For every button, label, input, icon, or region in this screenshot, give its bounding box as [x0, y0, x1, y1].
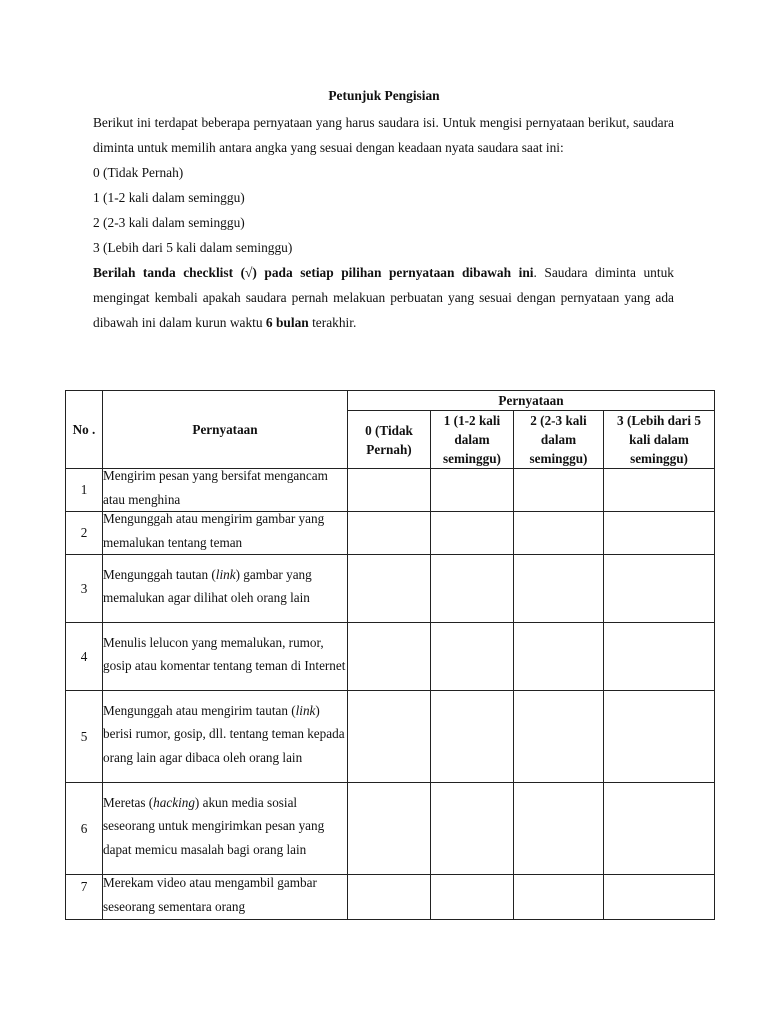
row-number: 2 — [66, 512, 103, 555]
answer-cell-0[interactable] — [348, 469, 431, 512]
answer-cell-2[interactable] — [514, 875, 604, 920]
row-statement: Meretas (hacking) akun media sosial seseorang untuk mengirimkan pesan yang dapat memicu masalah bagi orang lain — [103, 783, 348, 875]
row-statement: Menulis lelucon yang memalukan, rumor, gosip atau komentar tentang teman di Internet — [103, 623, 348, 691]
answer-cell-1[interactable] — [431, 623, 514, 691]
answer-cell-1[interactable] — [431, 691, 514, 783]
row-number: 4 — [66, 623, 103, 691]
answer-cell-1[interactable] — [431, 783, 514, 875]
answer-cell-3[interactable] — [604, 783, 715, 875]
row-statement: Mengunggah tautan (link) gambar yang memalukan agar dilihat oleh orang lain — [103, 555, 348, 623]
answer-cell-2[interactable] — [514, 783, 604, 875]
table-row — [66, 783, 715, 875]
row-statement: Merekam video atau mengambil gambar seseorang sementara orang — [103, 875, 348, 920]
table-row — [66, 875, 715, 920]
answer-cell-2[interactable] — [514, 555, 604, 623]
row-statement: Mengunggah atau mengirim gambar yang memalukan tentang teman — [103, 512, 348, 555]
answer-cell-0[interactable] — [348, 691, 431, 783]
answer-cell-2[interactable] — [514, 469, 604, 512]
answer-cell-2[interactable] — [514, 512, 604, 555]
option-0: 0 (Tidak Pernah) — [93, 165, 184, 180]
option-3: 3 (Lebih dari 5 kali dalam seminggu) — [93, 240, 293, 255]
instruction-paragraph — [93, 260, 674, 335]
page-title: Petunjuk Pengisian — [328, 88, 440, 103]
instruction-bold: Berilah tanda checklist (√) pada setiap pilihan pernyataan dibawah ini — [93, 265, 534, 280]
header-statement: Pernyataan — [103, 391, 348, 469]
answer-cell-1[interactable] — [431, 512, 514, 555]
instructions — [93, 110, 674, 335]
table-row — [66, 623, 715, 691]
answer-cell-0[interactable] — [348, 512, 431, 555]
table-row — [66, 469, 715, 512]
instruction-end: terakhir. — [308, 315, 357, 330]
header-answer-1: 1 (1-2 kali dalam seminggu) — [431, 411, 514, 469]
header-answer-3: 3 (Lebih dari 5 kali dalam seminggu) — [604, 411, 715, 469]
header-answer-0: 0 (Tidak Pernah) — [348, 411, 431, 469]
answer-cell-2[interactable] — [514, 691, 604, 783]
answer-cell-3[interactable] — [604, 691, 715, 783]
answer-cell-3[interactable] — [604, 469, 715, 512]
answer-cell-1[interactable] — [431, 555, 514, 623]
answer-cell-0[interactable] — [348, 555, 431, 623]
row-number: 5 — [66, 691, 103, 783]
row-number: 7 — [66, 875, 103, 920]
intro-paragraph: Berikut ini terdapat beberapa pernyataan yang harus saudara isi. Untuk mengisi pernyataan berikut, saudara diminta untuk memilih antara angka yang sesuai dengan keadaan nyata saudara saat ini: — [93, 115, 674, 155]
row-statement: Mengirim pesan yang bersifat mengancam atau menghina — [103, 469, 348, 512]
answer-cell-2[interactable] — [514, 623, 604, 691]
table-row — [66, 691, 715, 783]
answer-cell-1[interactable] — [431, 469, 514, 512]
row-number: 6 — [66, 783, 103, 875]
instruction-text: . Saudara diminta untuk mengingat kembali apakah saudara pernah melakuan perbuatan yang sesuai dengan pernyataan yang ada dibawah ini dalam kurun waktu — [93, 265, 674, 330]
option-2: 2 (2-3 kali dalam seminggu) — [93, 215, 245, 230]
row-number: 1 — [66, 469, 103, 512]
header-no: No . — [66, 391, 103, 469]
option-1: 1 (1-2 kali dalam seminggu) — [93, 190, 245, 205]
table-row — [66, 555, 715, 623]
answer-cell-0[interactable] — [348, 875, 431, 920]
answer-cell-0[interactable] — [348, 783, 431, 875]
questionnaire-table — [65, 390, 715, 920]
answer-cell-3[interactable] — [604, 875, 715, 920]
answer-cell-0[interactable] — [348, 623, 431, 691]
table-row — [66, 512, 715, 555]
answer-cell-3[interactable] — [604, 512, 715, 555]
header-answer-2: 2 (2-3 kali dalam seminggu) — [514, 411, 604, 469]
answer-cell-3[interactable] — [604, 555, 715, 623]
instruction-duration: 6 bulan — [265, 315, 309, 330]
row-statement: Mengunggah atau mengirim tautan (link) berisi rumor, gosip, dll. tentang teman kepada orang lain agar dibaca oleh orang lain — [103, 691, 348, 783]
header-group: Pernyataan — [348, 391, 715, 411]
answer-cell-3[interactable] — [604, 623, 715, 691]
answer-cell-1[interactable] — [431, 875, 514, 920]
row-number: 3 — [66, 555, 103, 623]
